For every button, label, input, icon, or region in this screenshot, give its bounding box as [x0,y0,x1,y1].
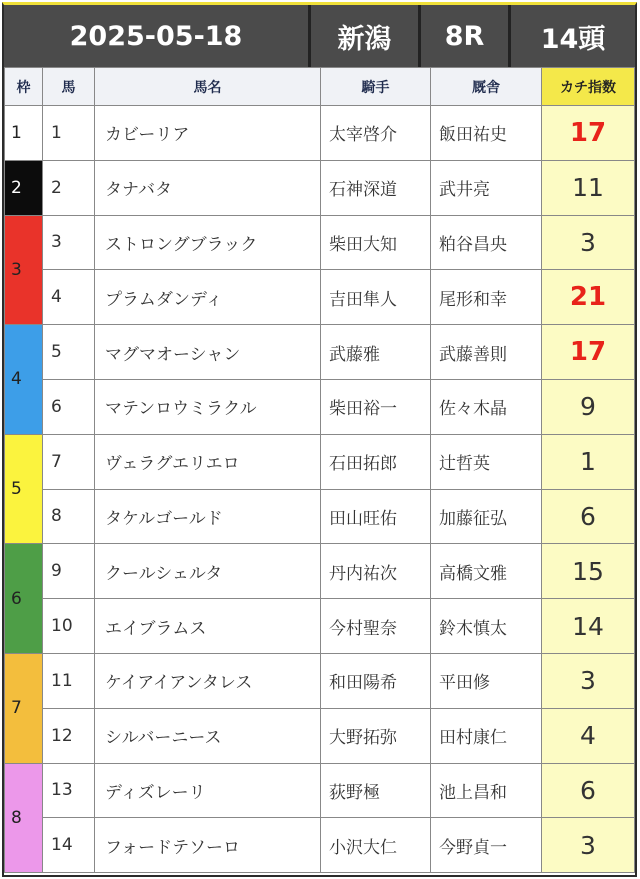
waku-cell: 4 [5,325,43,435]
horse-number: 13 [43,763,95,818]
horse-number: 9 [43,544,95,599]
horse-number: 3 [43,215,95,270]
jockey-name: 和田陽希 [321,653,431,708]
kachi-index: 3 [542,653,635,708]
trainer-name: 鈴木慎太 [431,599,542,654]
trainer-name: 高橋文雅 [431,544,542,599]
race-header [4,5,635,67]
horse-number: 8 [43,489,95,544]
kachi-index: 3 [542,818,635,873]
kachi-index: 9 [542,379,635,434]
waku-cell: 7 [5,653,43,763]
horse-name: マテンロウミラクル [95,379,321,434]
kachi-index: 3 [542,215,635,270]
waku-cell: 1 [5,106,43,161]
jockey-name: 荻野極 [321,763,431,818]
trainer-name: 武藤善則 [431,325,542,380]
table-header-row [5,68,635,106]
col-header-kachi: カチ指数 [542,68,635,106]
waku-cell: 2 [5,160,43,215]
race-venue: 新潟 [311,5,421,67]
horse-name: ストロングブラック [95,215,321,270]
col-header-waku: 枠 [5,68,43,106]
waku-cell: 8 [5,763,43,873]
table-row [5,818,635,873]
jockey-name: 石神深道 [321,160,431,215]
horse-number: 14 [43,818,95,873]
jockey-name: 大野拓弥 [321,708,431,763]
horse-name: シルバーニース [95,708,321,763]
table-row [5,544,635,599]
horse-name: エイブラムス [95,599,321,654]
entry-table [4,67,635,873]
kachi-index: 1 [542,434,635,489]
trainer-name: 粕谷昌央 [431,215,542,270]
kachi-index: 21 [542,270,635,325]
horse-number: 12 [43,708,95,763]
table-row [5,763,635,818]
table-row [5,160,635,215]
horse-number: 4 [43,270,95,325]
horse-number: 10 [43,599,95,654]
trainer-name: 平田修 [431,653,542,708]
jockey-name: 柴田裕一 [321,379,431,434]
table-row [5,489,635,544]
horse-name: マグマオーシャン [95,325,321,380]
horse-name: タケルゴールド [95,489,321,544]
horse-number: 11 [43,653,95,708]
trainer-name: 武井亮 [431,160,542,215]
table-row [5,379,635,434]
trainer-name: 辻哲英 [431,434,542,489]
col-header-uma: 馬 [43,68,95,106]
waku-cell: 5 [5,434,43,544]
horse-name: タナバタ [95,160,321,215]
horse-name: プラムダンディ [95,270,321,325]
kachi-index: 15 [542,544,635,599]
runner-count: 14頭 [540,23,606,55]
kachi-index: 14 [542,599,635,654]
jockey-name: 武藤雅 [321,325,431,380]
waku-cell: 6 [5,544,43,654]
table-row [5,325,635,380]
trainer-name: 佐々木晶 [431,379,542,434]
kachi-index: 4 [542,708,635,763]
horse-number: 2 [43,160,95,215]
race-card [2,2,637,877]
horse-name: クールシェルタ [95,544,321,599]
trainer-name: 池上昌和 [431,763,542,818]
horse-name: ディズレーリ [95,763,321,818]
table-row [5,653,635,708]
kachi-index: 6 [542,489,635,544]
kachi-index: 17 [542,325,635,380]
kachi-index: 6 [542,763,635,818]
kachi-index: 11 [542,160,635,215]
horse-name: フォードテソーロ [95,818,321,873]
kachi-index: 17 [542,106,635,161]
table-row [5,434,635,489]
trainer-name: 田村康仁 [431,708,542,763]
trainer-name: 尾形和幸 [431,270,542,325]
table-row [5,215,635,270]
horse-name: カビーリア [95,106,321,161]
trainer-name: 加藤征弘 [431,489,542,544]
table-row [5,599,635,654]
horse-number: 1 [43,106,95,161]
jockey-name: 太宰啓介 [321,106,431,161]
table-row [5,708,635,763]
jockey-name: 柴田大知 [321,215,431,270]
race-number: 8R [421,5,511,67]
waku-cell: 3 [5,215,43,325]
jockey-name: 小沢大仁 [321,818,431,873]
horse-name: ケイアイアンタレス [95,653,321,708]
col-header-name: 馬名 [95,68,321,106]
jockey-name: 石田拓郎 [321,434,431,489]
horse-number: 6 [43,379,95,434]
jockey-name: 今村聖奈 [321,599,431,654]
horse-number: 7 [43,434,95,489]
horse-number: 5 [43,325,95,380]
table-row [5,106,635,161]
col-header-trainer: 厩舎 [431,68,542,106]
race-date: 2025-05-18 [4,5,311,67]
col-header-jockey: 騎手 [321,68,431,106]
table-row [5,270,635,325]
horse-name: ヴェラグエリエロ [95,434,321,489]
jockey-name: 田山旺佑 [321,489,431,544]
trainer-name: 飯田祐史 [431,106,542,161]
jockey-name: 吉田隼人 [321,270,431,325]
jockey-name: 丹内祐次 [321,544,431,599]
trainer-name: 今野貞一 [431,818,542,873]
